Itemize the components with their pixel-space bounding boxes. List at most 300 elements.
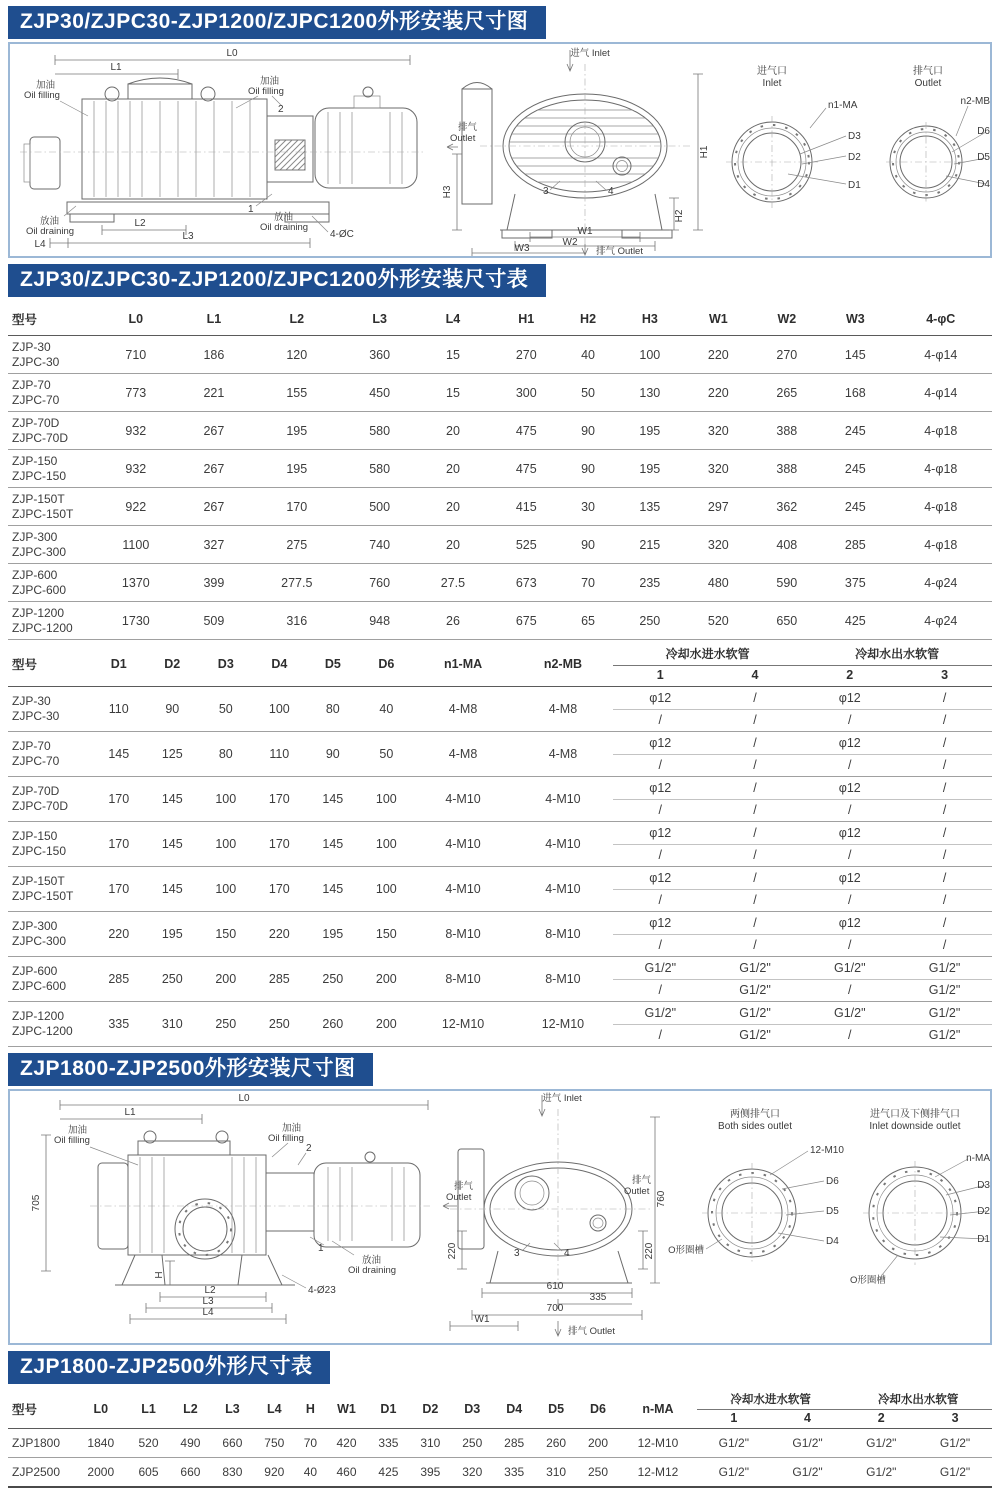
cell: 100 (360, 867, 414, 912)
cell: 90 (561, 450, 616, 488)
cell: 520 (684, 602, 753, 640)
oil-filling-left-label-cn: 加油 (36, 80, 56, 91)
both-sides-flange-label-d4: D4 (826, 1236, 839, 1247)
hose-cell: / (613, 844, 708, 867)
cell: 250 (451, 1429, 493, 1458)
drawing-panel-1 (8, 42, 992, 258)
sub-col-header: 1 (697, 1410, 771, 1429)
model-cell: ZJP-1200 ZJPC-1200 (8, 1002, 92, 1047)
col-header: L2 (169, 1389, 211, 1429)
hose-cell: G1/2" (771, 1429, 845, 1458)
hose-cell: / (802, 1024, 897, 1047)
cell: 260 (306, 1002, 360, 1047)
cell: 100 (199, 822, 253, 867)
hose-cell: φ12 (802, 777, 897, 800)
cell: 200 (360, 1002, 414, 1047)
front-view-drawing (442, 47, 710, 256)
col-header: H2 (561, 302, 616, 336)
cell: 12-M10 (513, 1002, 613, 1047)
cell: 4-M8 (513, 687, 613, 732)
both-sides-flange-label-12m10: 12-M10 (810, 1145, 844, 1156)
hose-cell: / (897, 732, 992, 755)
cell: 500 (345, 488, 414, 526)
hose-cell: / (897, 754, 992, 777)
hose-cell: G1/2" (844, 1429, 918, 1458)
col-header: W1 (684, 302, 753, 336)
both-sides-flange-label-d5: D5 (826, 1206, 839, 1217)
cell: 285 (821, 526, 890, 564)
hose-cell: / (708, 822, 803, 845)
callout-4: 4 (608, 186, 614, 197)
cell: 4-φ14 (890, 336, 992, 374)
inlet-downside-flange-label-d2: D2 (977, 1206, 990, 1217)
inlet-label: 进气 Inlet (570, 48, 610, 59)
model-cell: ZJP-1200 ZJPC-1200 (8, 602, 92, 640)
col-header: D3 (199, 642, 253, 687)
hose-cell: G1/2" (613, 957, 708, 980)
dim-label-h: H (154, 1271, 165, 1279)
outlet-flange-label-d6: D6 (977, 126, 990, 137)
outlet-flange-label-d5: D5 (977, 152, 990, 163)
hose-cell: / (897, 889, 992, 912)
cell: 1840 (74, 1429, 128, 1458)
hose-cell: / (897, 709, 992, 732)
group-header-outlet-hose: 冷却水出水软管 (844, 1389, 992, 1410)
table-row (8, 777, 992, 800)
table-row (8, 1458, 992, 1488)
cell: 8-M10 (513, 957, 613, 1002)
hose-cell: φ12 (613, 912, 708, 935)
callout-3: 3 (514, 1248, 520, 1259)
col-header: 4-φC (890, 302, 992, 336)
hose-cell: / (613, 979, 708, 1002)
inlet-downside-flange-label-d1: D1 (977, 1234, 990, 1245)
cell: 90 (561, 526, 616, 564)
col-header: D3 (451, 1389, 493, 1429)
cell: 100 (253, 687, 307, 732)
dim-label-760: 760 (656, 1190, 667, 1208)
hose-cell: G1/2" (897, 1002, 992, 1025)
model-cell: ZJP-300 ZJPC-300 (8, 526, 92, 564)
inlet-flange-label-d2: D2 (848, 152, 861, 163)
cell: 125 (146, 732, 200, 777)
cell: 110 (253, 732, 307, 777)
hose-cell: G1/2" (697, 1429, 771, 1458)
cell: 1370 (92, 564, 180, 602)
cell: 277.5 (248, 564, 345, 602)
cell: 145 (146, 777, 200, 822)
cell: 221 (180, 374, 249, 412)
cell: 425 (367, 1458, 409, 1488)
model-cell: ZJP-150T ZJPC-150T (8, 867, 92, 912)
cell: 195 (248, 450, 345, 488)
dimension-table-small-pumps-1 (8, 302, 992, 640)
dimension-table-small-pumps-2 (8, 642, 992, 1047)
table-row (8, 867, 992, 890)
oil-filling-left-label-en: Oil filling (54, 1135, 90, 1146)
hose-cell: / (708, 912, 803, 935)
cell: 2000 (74, 1458, 128, 1488)
cell: 399 (180, 564, 249, 602)
cell: 100 (199, 867, 253, 912)
cell: 1730 (92, 602, 180, 640)
callout-4: 4 (564, 1248, 570, 1259)
cell: 375 (821, 564, 890, 602)
cell: 830 (211, 1458, 253, 1488)
cell: 168 (821, 374, 890, 412)
cell: 30 (561, 488, 616, 526)
hose-cell: φ12 (613, 777, 708, 800)
cell: 650 (753, 602, 822, 640)
bolt-hole-note: 4-Ø23 (308, 1285, 336, 1296)
cell: 673 (492, 564, 561, 602)
cell: 660 (211, 1429, 253, 1458)
model-cell: ZJP-600 ZJPC-600 (8, 957, 92, 1002)
col-header: D5 (306, 642, 360, 687)
dim-label-w3: W3 (514, 243, 530, 254)
cell: 100 (360, 777, 414, 822)
dim-label-l4: L4 (34, 239, 46, 250)
cell: 4-φ24 (890, 564, 992, 602)
cell: 26 (414, 602, 492, 640)
cell: 235 (616, 564, 685, 602)
callout-2: 2 (306, 1143, 312, 1154)
cell: 270 (753, 336, 822, 374)
cell: 267 (180, 412, 249, 450)
cell: 270 (492, 336, 561, 374)
cell: 220 (253, 912, 307, 957)
cell: 740 (345, 526, 414, 564)
cell: 90 (561, 412, 616, 450)
col-header: 型号 (8, 642, 92, 687)
dim-label-l4: L4 (202, 1307, 214, 1318)
callout-1: 1 (248, 204, 254, 215)
hose-cell: φ12 (802, 687, 897, 710)
hose-cell: / (708, 754, 803, 777)
model-cell: ZJP-30 ZJPC-30 (8, 336, 92, 374)
model-cell: ZJP-300 ZJPC-300 (8, 912, 92, 957)
cell: 215 (616, 526, 685, 564)
cell: 12-M10 (619, 1429, 697, 1458)
outlet-right-label-cn: 排气 (632, 1175, 652, 1186)
cell: 8-M10 (413, 912, 513, 957)
col-header: L4 (414, 302, 492, 336)
cell: 360 (345, 336, 414, 374)
col-header: W2 (753, 302, 822, 336)
cell: 40 (360, 687, 414, 732)
side-view-drawing-2 (31, 1093, 430, 1324)
col-header: D5 (535, 1389, 577, 1429)
section-title-dimension-table-2: ZJP1800-ZJP2500外形尺寸表 (8, 1351, 330, 1384)
table-row (8, 687, 992, 710)
cell: 220 (684, 374, 753, 412)
inlet-downside-flange-title-en: Inlet downside outlet (869, 1121, 961, 1132)
cell: 195 (616, 450, 685, 488)
cell: 145 (821, 336, 890, 374)
cell: 316 (248, 602, 345, 640)
outlet-flange-title-cn: 排气口 (913, 66, 943, 77)
model-cell: ZJP-70D ZJPC-70D (8, 777, 92, 822)
table-row (8, 450, 992, 488)
hose-cell: G1/2" (844, 1458, 918, 1488)
oil-filling-mid-label-en: Oil filling (248, 86, 284, 97)
cell: 710 (92, 336, 180, 374)
table-row (8, 1429, 992, 1458)
cell: 4-φ18 (890, 488, 992, 526)
cell: 395 (409, 1458, 451, 1488)
cell: 310 (409, 1429, 451, 1458)
hose-cell: / (613, 1024, 708, 1047)
cell: 50 (561, 374, 616, 412)
cell: 320 (451, 1458, 493, 1488)
cell: 773 (92, 374, 180, 412)
col-header: L4 (253, 1389, 295, 1429)
col-header: n1-MA (413, 642, 513, 687)
cell: 335 (92, 1002, 146, 1047)
cell: 40 (295, 1458, 325, 1488)
hose-cell: / (708, 889, 803, 912)
cell: 145 (92, 732, 146, 777)
hose-cell: G1/2" (708, 1024, 803, 1047)
cell: 450 (345, 374, 414, 412)
col-header: H (295, 1389, 325, 1429)
cell: 90 (146, 687, 200, 732)
model-cell: ZJP-150 ZJPC-150 (8, 450, 92, 488)
cell: 932 (92, 450, 180, 488)
dim-label-610: 610 (546, 1281, 564, 1292)
table-row (8, 526, 992, 564)
col-header: n-MA (619, 1389, 697, 1429)
cell: 388 (753, 450, 822, 488)
dim-label-h2: H2 (674, 209, 685, 223)
hose-cell: / (802, 844, 897, 867)
callout-1: 1 (318, 1243, 324, 1254)
inlet-flange-label-d3: D3 (848, 131, 861, 142)
hose-cell: G1/2" (802, 1002, 897, 1025)
cell: 12-M10 (413, 1002, 513, 1047)
cell: 12-M12 (619, 1458, 697, 1488)
bolt-hole-note: 4-ØC (330, 229, 354, 240)
hose-cell: / (708, 687, 803, 710)
table-row (8, 488, 992, 526)
cell: 335 (493, 1458, 535, 1488)
section-title-dimension-drawing-2: ZJP1800-ZJP2500外形安装尺寸图 (8, 1053, 373, 1086)
cell: 267 (180, 488, 249, 526)
cell: 310 (535, 1458, 577, 1488)
cell: 245 (821, 412, 890, 450)
col-header: D1 (367, 1389, 409, 1429)
dim-label-w1: W1 (474, 1314, 490, 1325)
cell: 260 (535, 1429, 577, 1458)
cell: 8-M10 (513, 912, 613, 957)
hose-cell: G1/2" (897, 1024, 992, 1047)
cell: 4-φ18 (890, 526, 992, 564)
oil-draining-left-label-cn: 放油 (40, 216, 60, 227)
cell: 155 (248, 374, 345, 412)
cell: 285 (92, 957, 146, 1002)
hose-cell: G1/2" (897, 979, 992, 1002)
cell: 1100 (92, 526, 180, 564)
dim-label-w1: W1 (577, 226, 593, 237)
model-cell: ZJP-150 ZJPC-150 (8, 822, 92, 867)
cell: 475 (492, 450, 561, 488)
cell: 920 (253, 1458, 295, 1488)
cell: 130 (616, 374, 685, 412)
model-cell: ZJP-70D ZJPC-70D (8, 412, 92, 450)
oil-draining-right-label-en: Oil draining (260, 222, 309, 233)
cell: 4-φ24 (890, 602, 992, 640)
dim-label-705: 705 (31, 1194, 42, 1212)
hose-cell: G1/2" (708, 1002, 803, 1025)
hose-cell: / (802, 799, 897, 822)
cell: 4-φ18 (890, 450, 992, 488)
cell: 4-M10 (413, 867, 513, 912)
oil-draining-left-label-en: Oil draining (26, 226, 75, 237)
cell: 40 (561, 336, 616, 374)
cell: 90 (306, 732, 360, 777)
hose-cell: / (897, 912, 992, 935)
cell: 310 (146, 1002, 200, 1047)
outlet-left-label-cn: 排气 (454, 1181, 474, 1192)
cell: 509 (180, 602, 249, 640)
inlet-downside-flange-label-nma: n-MA (966, 1153, 990, 1164)
technical-drawing-large-pumps (10, 1091, 992, 1343)
section-title-dimension-drawing-1: ZJP30/ZJPC30-ZJP1200/ZJPC1200外形安装尺寸图 (8, 6, 546, 39)
dim-label-335: 335 (589, 1292, 607, 1303)
cell: 335 (367, 1429, 409, 1458)
model-cell: ZJP-30 ZJPC-30 (8, 687, 92, 732)
model-cell: ZJP1800 (8, 1429, 74, 1458)
inlet-flange-label-d1: D1 (848, 180, 861, 191)
hose-cell: / (613, 799, 708, 822)
cell: 195 (306, 912, 360, 957)
cell: 27.5 (414, 564, 492, 602)
hose-cell: G1/2" (771, 1458, 845, 1488)
table-row (8, 1002, 992, 1025)
oil-filling-left-label-en: Oil filling (24, 90, 60, 101)
oring-groove-label-bottom: O形圈槽 (850, 1275, 886, 1286)
model-cell: ZJP-150T ZJPC-150T (8, 488, 92, 526)
cell: 4-M10 (513, 777, 613, 822)
cell: 195 (146, 912, 200, 957)
front-view-drawing-2 (443, 1092, 667, 1337)
cell: 4-M10 (513, 822, 613, 867)
cell: 388 (753, 412, 822, 450)
technical-drawing-small-pumps (10, 44, 992, 256)
cell: 362 (753, 488, 822, 526)
cell: 4-M10 (513, 867, 613, 912)
hose-cell: φ12 (613, 687, 708, 710)
cell: 170 (253, 822, 307, 867)
cell: 415 (492, 488, 561, 526)
drawing-panel-2 (8, 1089, 992, 1345)
col-header: L3 (211, 1389, 253, 1429)
hose-cell: φ12 (802, 822, 897, 845)
cell: 4-M8 (513, 732, 613, 777)
model-cell: ZJP2500 (8, 1458, 74, 1488)
hose-cell: / (708, 799, 803, 822)
both-sides-outlet-flange-drawing (668, 1107, 844, 1263)
hose-cell: G1/2" (802, 957, 897, 980)
col-header: D1 (92, 642, 146, 687)
table-header-row (8, 1389, 992, 1410)
table-row (8, 374, 992, 412)
dim-label-220-left: 220 (447, 1242, 458, 1260)
hose-cell: / (802, 889, 897, 912)
side-view-drawing (20, 48, 425, 250)
oil-draining-label-en: Oil draining (348, 1265, 397, 1276)
cell: 100 (199, 777, 253, 822)
col-header: L2 (248, 302, 345, 336)
hose-cell: / (802, 934, 897, 957)
cell: 475 (492, 412, 561, 450)
group-header-inlet-hose: 冷却水进水软管 (697, 1389, 844, 1410)
cell: 250 (306, 957, 360, 1002)
cell: 20 (414, 412, 492, 450)
col-header: W3 (821, 302, 890, 336)
dim-label-h1: H1 (699, 145, 710, 159)
oil-filling-right-label-cn: 加油 (282, 1123, 302, 1134)
cell: 250 (146, 957, 200, 1002)
dim-label-l2: L2 (134, 218, 146, 229)
dim-label-w2: W2 (562, 237, 578, 248)
oil-filling-right-label-en: Oil filling (268, 1133, 304, 1144)
cell: 425 (821, 602, 890, 640)
inlet-label: 进气 Inlet (542, 1093, 582, 1104)
hose-cell: / (708, 934, 803, 957)
sub-col-header: 4 (708, 666, 803, 687)
outlet-bottom-label: 排气 Outlet (568, 1326, 615, 1337)
oil-filling-mid-label-cn: 加油 (260, 76, 280, 87)
sub-col-header: 3 (897, 666, 992, 687)
dim-label-l0: L0 (226, 48, 238, 59)
hose-cell: / (613, 934, 708, 957)
group-header-outlet-hose: 冷却水出水软管 (802, 642, 992, 666)
group-header-inlet-hose: 冷却水进水软管 (613, 642, 803, 666)
dim-label-l3: L3 (182, 231, 194, 242)
cell: 170 (253, 777, 307, 822)
hose-cell: / (897, 687, 992, 710)
hose-cell: / (897, 822, 992, 845)
dim-label-l0: L0 (238, 1093, 250, 1104)
col-header: L3 (345, 302, 414, 336)
cell: 675 (492, 602, 561, 640)
cell: 275 (248, 526, 345, 564)
hose-cell: G1/2" (613, 1002, 708, 1025)
dim-label-700: 700 (546, 1303, 564, 1314)
both-sides-flange-title-cn: 两侧排气口 (730, 1109, 780, 1120)
col-header: D6 (360, 642, 414, 687)
cell: 110 (92, 687, 146, 732)
oring-groove-label-left: O形圈槽 (668, 1245, 704, 1256)
cell: 490 (169, 1429, 211, 1458)
col-header: D2 (409, 1389, 451, 1429)
inlet-flange-drawing (726, 64, 861, 208)
cell: 460 (326, 1458, 368, 1488)
cell: 186 (180, 336, 249, 374)
cell: 170 (253, 867, 307, 912)
table-row (8, 336, 992, 374)
cell: 520 (128, 1429, 170, 1458)
hose-cell: / (802, 754, 897, 777)
cell: 4-M10 (413, 822, 513, 867)
cell: 590 (753, 564, 822, 602)
cell: 297 (684, 488, 753, 526)
col-header: W1 (326, 1389, 368, 1429)
cell: 100 (616, 336, 685, 374)
table-row (8, 602, 992, 640)
cell: 20 (414, 488, 492, 526)
